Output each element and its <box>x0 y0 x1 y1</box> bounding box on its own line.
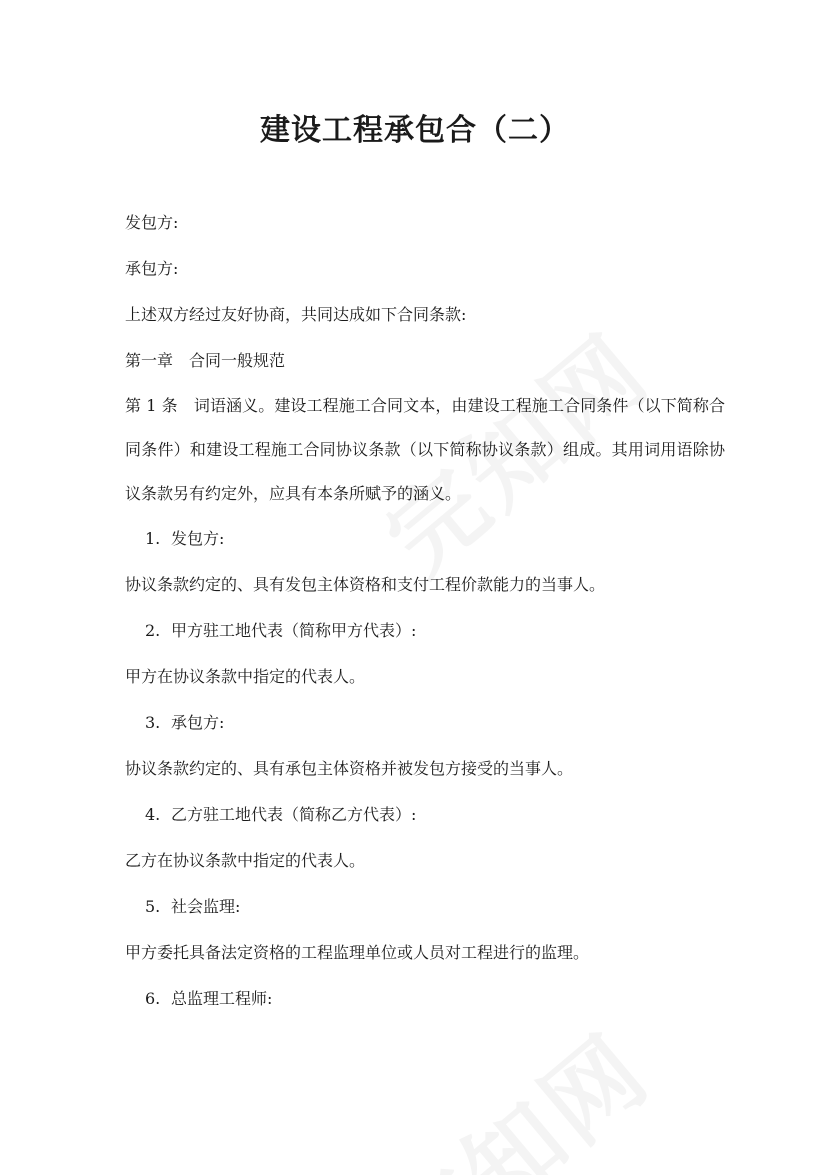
item-term: 总监理工程师: <box>171 989 273 1008</box>
intro-line: 上述双方经过友好协商，共同达成如下合同条款: <box>125 305 467 324</box>
party-a-line: 发包方: <box>125 213 179 232</box>
definition-item-2 <box>125 608 725 654</box>
document-body <box>125 200 725 1022</box>
item-definition: 甲方在协议条款中指定的代表人。 <box>125 667 366 686</box>
party-b-line: 承包方: <box>125 259 179 278</box>
item-number: 2. <box>145 621 161 640</box>
item-definition: 协议条款约定的、具有承包主体资格并被发包方接受的当事人。 <box>125 759 574 778</box>
item-term: 乙方驻工地代表（简称乙方代表）: <box>171 805 417 824</box>
item-term: 承包方: <box>171 713 225 732</box>
item-number: 4. <box>145 805 161 824</box>
definition-item-5 <box>125 884 725 930</box>
item-number: 5. <box>145 897 161 916</box>
item-term: 甲方驻工地代表（简称甲方代表）: <box>171 621 417 640</box>
item-number: 3. <box>145 713 161 732</box>
chapter-title: 合同一般规范 <box>189 351 286 370</box>
article-number: 第 1 条 <box>125 396 178 415</box>
article-text: 词语涵义。建设工程施工合同文本，由建设工程施工合同条件（以下简称合同条件）和建设工程施工合同协议条款（以下简称协议条款）组成。其用词用语除协议条款另有约定外，应具有本条所赋予的涵义。 <box>125 396 725 503</box>
item-number: 6. <box>145 989 161 1008</box>
document-title: 建设工程承包合（二） <box>260 113 570 148</box>
item-definition: 协议条款约定的、具有发包主体资格和支付工程价款能力的当事人。 <box>125 575 606 594</box>
definition-item-1 <box>125 516 725 562</box>
item-definition: 甲方委托具备法定资格的工程监理单位或人员对工程进行的监理。 <box>125 943 590 962</box>
item-number: 1. <box>145 529 161 548</box>
definition-item-4 <box>125 792 725 838</box>
chapter-number: 第一章 <box>125 351 174 370</box>
definition-item-3 <box>125 700 725 746</box>
article-paragraph <box>125 384 725 516</box>
item-definition: 乙方在协议条款中指定的代表人。 <box>125 851 366 870</box>
watermark <box>352 998 674 1175</box>
item-term: 发包方: <box>171 529 225 548</box>
chapter-heading <box>125 338 725 384</box>
item-term: 社会监理: <box>171 897 241 916</box>
definition-item-6 <box>125 976 725 1022</box>
